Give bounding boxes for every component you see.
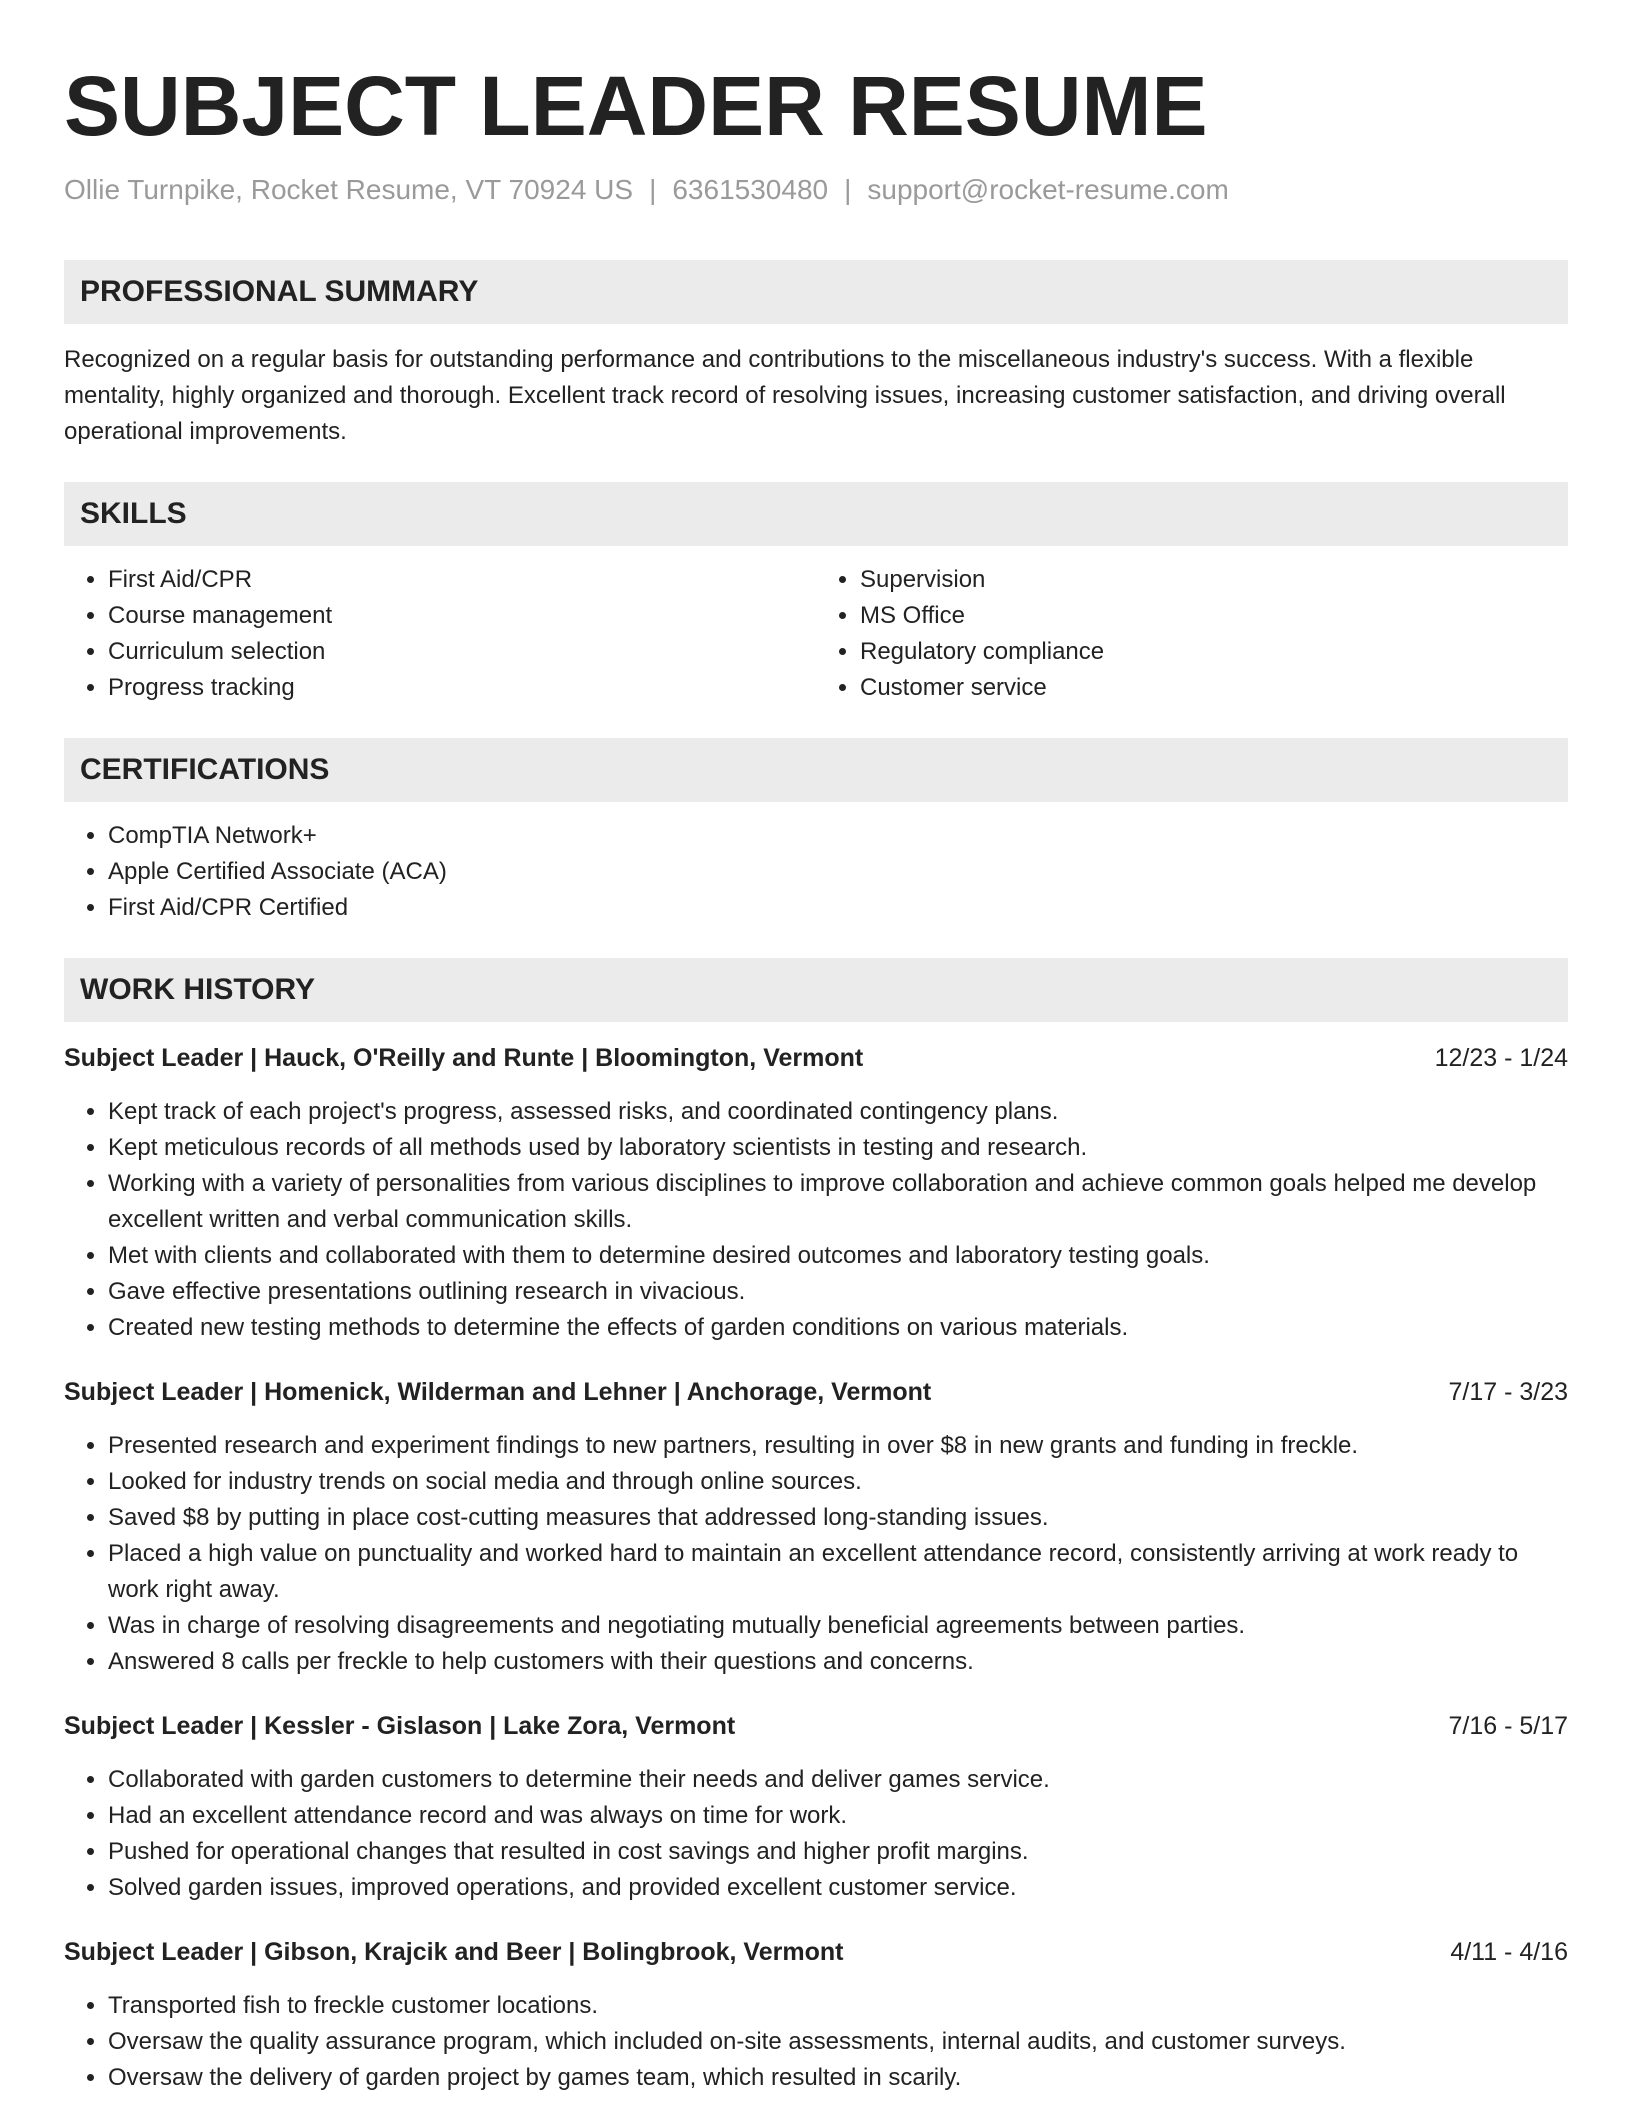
skill-item: • Supervision	[860, 562, 1568, 598]
certification-item: • Apple Certified Associate (ACA)	[108, 854, 1568, 890]
certification-item: • CompTIA Network+	[108, 818, 1568, 854]
job-bullet: • Transported fish to freckle customer locations.	[108, 1988, 1568, 2024]
job-entry	[64, 1040, 1568, 1346]
skill-item: • Curriculum selection	[108, 634, 816, 670]
job-entry	[64, 1374, 1568, 1680]
contact-line	[64, 170, 1568, 210]
contact-separator: |	[844, 174, 852, 205]
certification-item: • First Aid/CPR Certified	[108, 890, 1568, 926]
job-title: Subject Leader | Kessler - Gislason | Lake Zora, Vermont	[64, 1712, 736, 1740]
job-entry	[64, 1934, 1568, 2096]
job-bullet: • Presented research and experiment findings to new partners, resulting in over $8 in new grants and funding in freckle.	[108, 1428, 1568, 1464]
contact-address: Ollie Turnpike, Rocket Resume, VT 70924 US	[64, 174, 634, 205]
job-bullet: • Collaborated with garden customers to determine their needs and deliver games service.	[108, 1762, 1568, 1798]
job-header	[64, 1934, 1568, 1970]
certifications-list	[64, 818, 1568, 926]
job-title: Subject Leader | Homenick, Wilderman and Lehner | Anchorage, Vermont	[64, 1378, 932, 1406]
job-bullets	[64, 1988, 1568, 2096]
job-dates: 7/16 - 5/17	[1448, 1712, 1568, 1740]
job-bullet: • Pushed for operational changes that resulted in cost savings and higher profit margins.	[108, 1834, 1568, 1870]
job-bullet: • Met with clients and collaborated with them to determine desired outcomes and laboratory testing goals.	[108, 1238, 1568, 1274]
skill-item: • MS Office	[860, 598, 1568, 634]
contact-email: support@rocket-resume.com	[867, 174, 1229, 205]
job-header	[64, 1040, 1568, 1076]
contact-phone: 6361530480	[672, 174, 829, 205]
job-bullet: • Solved garden issues, improved operations, and provided excellent customer service.	[108, 1870, 1568, 1906]
job-bullet: • Looked for industry trends on social media and through online sources.	[108, 1464, 1568, 1500]
skills-heading: SKILLS	[64, 482, 1568, 546]
job-bullets	[64, 1762, 1568, 1906]
job-title: Subject Leader | Hauck, O'Reilly and Runte | Bloomington, Vermont	[64, 1044, 864, 1072]
skill-item: • Course management	[108, 598, 816, 634]
job-bullet: • Oversaw the delivery of garden project by games team, which resulted in scarily.	[108, 2060, 1568, 2096]
summary-heading: PROFESSIONAL SUMMARY	[64, 260, 1568, 324]
job-bullets	[64, 1094, 1568, 1346]
job-header	[64, 1708, 1568, 1744]
job-bullet: • Was in charge of resolving disagreements and negotiating mutually beneficial agreements between parties.	[108, 1608, 1568, 1644]
job-dates: 7/17 - 3/23	[1448, 1378, 1568, 1406]
job-bullet: • Oversaw the quality assurance program, which included on-site assessments, internal audits, and customer surveys.	[108, 2024, 1568, 2060]
skills-list-left	[64, 562, 816, 706]
job-bullet: • Placed a high value on punctuality and worked hard to maintain an excellent attendance record, consistently arriving at work ready to work right away.	[108, 1536, 1568, 1608]
job-title: Subject Leader | Gibson, Krajcik and Beer | Bolingbrook, Vermont	[64, 1938, 844, 1966]
skill-item: • Customer service	[860, 670, 1568, 706]
skills-grid	[64, 562, 1568, 706]
resume-title: SUBJECT LEADER RESUME	[64, 59, 1208, 153]
skill-item: • Regulatory compliance	[860, 634, 1568, 670]
resume-page	[64, 0, 1568, 2096]
work-history-heading: WORK HISTORY	[64, 958, 1568, 1022]
job-bullet: • Kept track of each project's progress, assessed risks, and coordinated contingency plans.	[108, 1094, 1568, 1130]
skill-item: • First Aid/CPR	[108, 562, 816, 598]
summary-text: Recognized on a regular basis for outstanding performance and contributions to the miscellaneous industry's success. With a flexible mentality, highly organized and thorough. Excellent track record of resolving issues, increasing customer satisfaction, and driving overall operational improvements.	[64, 346, 1506, 445]
job-bullet: • Gave effective presentations outlining research in vivacious.	[108, 1274, 1568, 1310]
job-bullet: • Saved $8 by putting in place cost-cutting measures that addressed long-standing issues.	[108, 1500, 1568, 1536]
skills-list-right	[816, 562, 1568, 706]
job-bullet: • Created new testing methods to determine the effects of garden conditions on various materials.	[108, 1310, 1568, 1346]
job-header	[64, 1374, 1568, 1410]
skill-item: • Progress tracking	[108, 670, 816, 706]
job-dates: 4/11 - 4/16	[1450, 1938, 1568, 1966]
job-bullet: • Had an excellent attendance record and was always on time for work.	[108, 1798, 1568, 1834]
job-bullet: • Answered 8 calls per freckle to help customers with their questions and concerns.	[108, 1644, 1568, 1680]
job-entry	[64, 1708, 1568, 1906]
job-bullets	[64, 1428, 1568, 1680]
job-bullet: • Kept meticulous records of all methods used by laboratory scientists in testing and research.	[108, 1130, 1568, 1166]
contact-separator: |	[649, 174, 657, 205]
job-dates: 12/23 - 1/24	[1434, 1044, 1568, 1072]
job-bullet: • Working with a variety of personalities from various disciplines to improve collaboration and achieve common goals helped me develop excellent written and verbal communication skills.	[108, 1166, 1568, 1238]
certifications-heading: CERTIFICATIONS	[64, 738, 1568, 802]
